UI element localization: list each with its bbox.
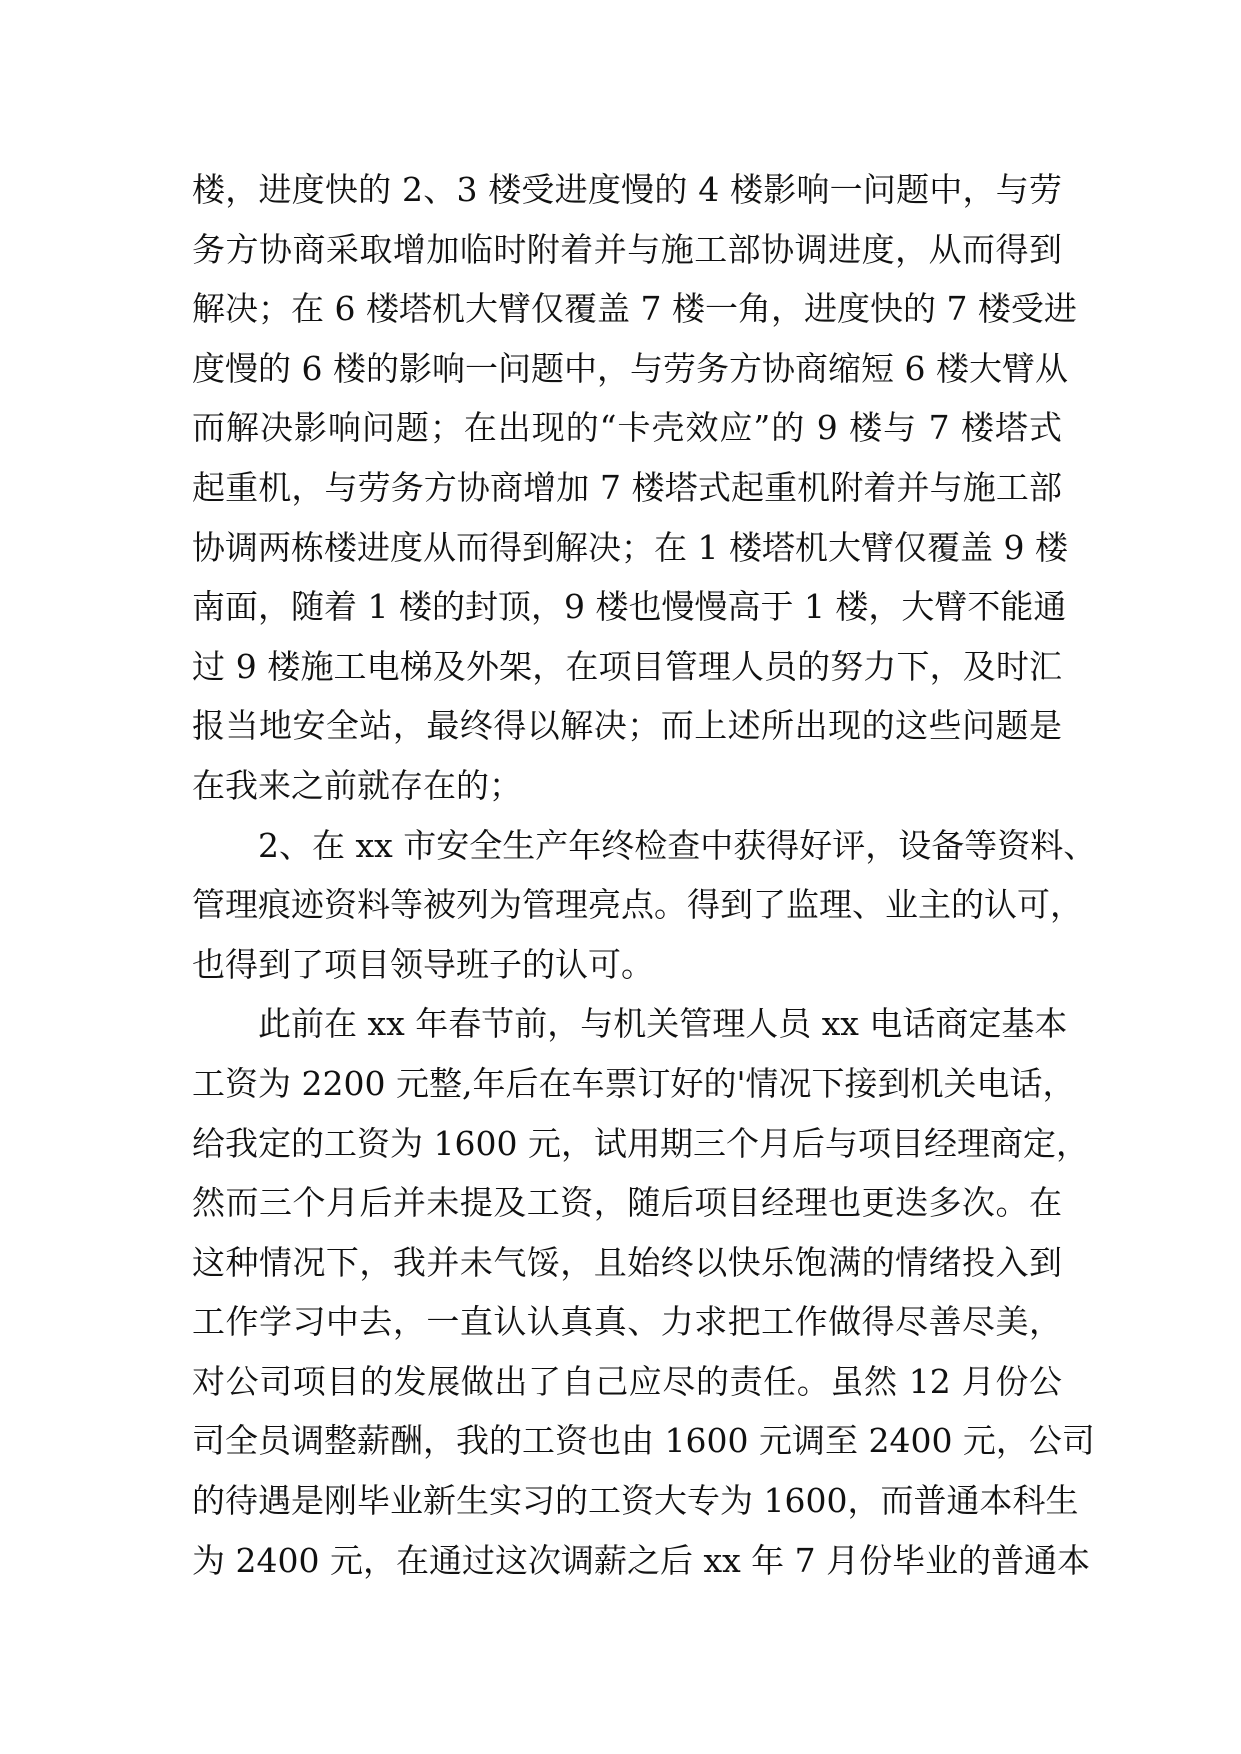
text-line: 的待遇是刚毕业新生实习的工资大专为 1600，而普通本科生 (192, 1481, 1079, 1521)
document-body (192, 160, 1097, 1590)
text-line: 起重机，与劳务方协商增加 7 楼塔式起重机附着并与施工部 (192, 467, 1062, 507)
text-line: 报当地安全站，最终得以解决；而上述所出现的这些问题是 (192, 706, 1062, 746)
text-line: 工作学习中去，一直认认真真、力求把工作做得尽善尽美， (192, 1302, 1062, 1342)
text-line: 也得到了项目领导班子的认可。 (192, 944, 654, 984)
text-line: 此前在 xx 年春节前，与机关管理人员 xx 电话商定基本 (258, 1004, 1068, 1044)
text-line: 2、在 xx 市安全生产年终检查中获得好评，设备等资料、 (258, 825, 1097, 865)
paragraph (192, 160, 1077, 816)
text-line: 度慢的 6 楼的影响一问题中，与劳务方协商缩短 6 楼大臂从 (192, 348, 1068, 388)
text-line: 务方协商采取增加临时附着并与施工部协调进度，从而得到 (192, 229, 1062, 269)
text-line: 然而三个月后并未提及工资，随后项目经理也更迭多次。在 (192, 1183, 1062, 1223)
text-line: 南面，随着 1 楼的封顶，9 楼也慢慢高于 1 楼，大臂不能通 (192, 587, 1067, 627)
paragraph (192, 816, 1097, 995)
text-line: 在我来之前就存在的； (192, 765, 522, 805)
text-line: 协调两栋楼进度从而得到解决；在 1 楼塔机大臂仅覆盖 9 楼 (192, 527, 1068, 567)
text-line: 解决；在 6 楼塔机大臂仅覆盖 7 楼一角，进度快的 7 楼受进 (192, 289, 1077, 329)
text-line: 而解决影响问题；在出现的“卡壳效应”的 9 楼与 7 楼塔式 (192, 408, 1062, 448)
text-line: 管理痕迹资料等被列为管理亮点。得到了监理、业主的认可， (192, 885, 1083, 925)
text-line: 楼，进度快的 2、3 楼受进度慢的 4 楼影响一问题中，与劳 (192, 170, 1062, 209)
text-line: 过 9 楼施工电梯及外架，在项目管理人员的努力下，及时汇 (192, 646, 1062, 686)
text-line: 工资为 2200 元整,年后在车票订好的'情况下接到机关电话， (192, 1063, 1076, 1103)
text-line: 对公司项目的发展做出了自己应尽的责任。虽然 12 月份公 (192, 1361, 1062, 1401)
text-line: 给我定的工资为 1600 元，试用期三个月后与项目经理商定， (192, 1123, 1089, 1163)
paragraph (192, 994, 1095, 1590)
text-line: 司全员调整薪酬，我的工资也由 1600 元调至 2400 元，公司 (192, 1421, 1095, 1461)
text-line: 为 2400 元，在通过这次调薪之后 xx 年 7 月份毕业的普通本 (192, 1540, 1091, 1580)
text-line: 这种情况下，我并未气馁，且始终以快乐饱满的情绪投入到 (192, 1242, 1062, 1282)
